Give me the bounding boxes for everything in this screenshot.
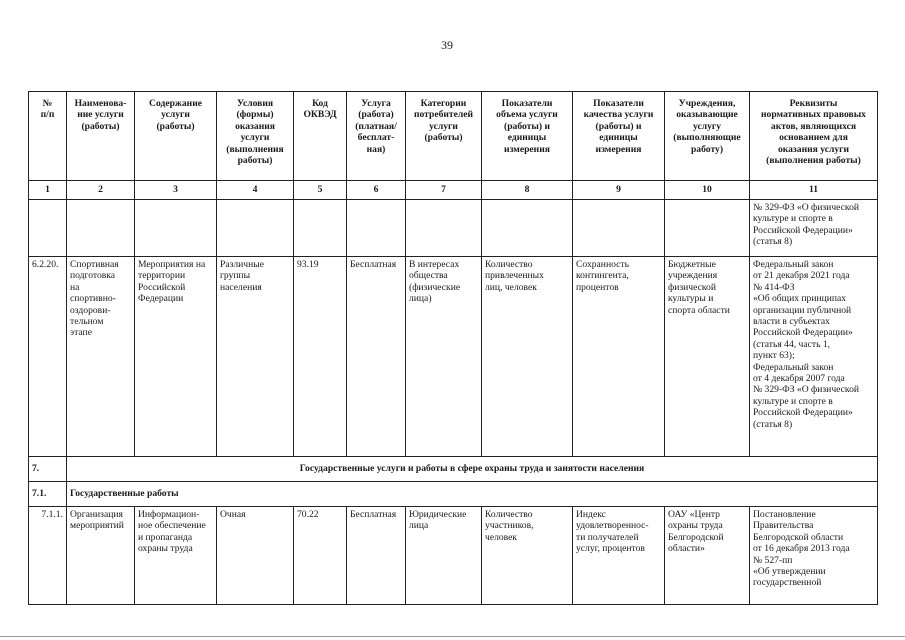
header-cell-8: Показатели объема услуги (работы) и единицы измерения xyxy=(482,92,573,181)
table-cell xyxy=(29,200,67,257)
service-name: Спортивная подготовка на спортивно- оздорови- тельном этапе xyxy=(67,257,135,457)
header-cell-10: Учреждения, оказывающие услугу (выполняющие работу) xyxy=(665,92,750,181)
header-cell-2: Наименова- ние услуги (работы) xyxy=(67,92,135,181)
okved-code: 70.22 xyxy=(294,507,347,605)
column-number: 9 xyxy=(573,181,665,200)
table-row-6-2-20 xyxy=(29,257,878,457)
column-number-row xyxy=(29,181,878,200)
header-cell-9: Показатели качества услуги (работы) и единицы измерения xyxy=(573,92,665,181)
consumer-category: В интересах общества (физические лица) xyxy=(406,257,482,457)
payment-type: Бесплатная xyxy=(347,507,406,605)
service-content: Мероприятия на территории Российской Федерации xyxy=(135,257,217,457)
service-name: Организация мероприятий xyxy=(67,507,135,605)
section-row-7-1 xyxy=(29,482,878,507)
header-cell-6: Услуга (работа) (платная/ бесплат- ная) xyxy=(347,92,406,181)
page-number: 39 xyxy=(441,38,453,52)
legal-basis: Федеральный закон от 21 декабря 2021 года № 414-ФЗ «Об общих принципах организации публичной власти в субъектах Российской Федерации» (статья 44, часть 1, пункт 63); Федеральный закон от 4 декабря 2007 года № 329-ФЗ «О физической культуре и спорте в Российской Федерации» (статья 8) xyxy=(750,257,878,457)
table-cell xyxy=(665,200,750,257)
table-cell xyxy=(347,200,406,257)
header-cell-4: Условия (формы) оказания услуги (выполнения работы) xyxy=(217,92,294,181)
header-cell-5: Код ОКВЭД xyxy=(294,92,347,181)
table-row-7-1-1 xyxy=(29,507,878,605)
table-cell xyxy=(67,200,135,257)
legal-basis: Постановление Правительства Белгородской области от 16 декабря 2013 года № 527-пп «Об утверждении государственной xyxy=(750,507,878,605)
table-cell xyxy=(217,200,294,257)
section-title: Государственные работы xyxy=(67,482,878,507)
volume-indicators: Количество участников, человек xyxy=(482,507,573,605)
column-number: 3 xyxy=(135,181,217,200)
column-number: 4 xyxy=(217,181,294,200)
header-row xyxy=(29,92,878,181)
column-number: 11 xyxy=(750,181,878,200)
column-number: 6 xyxy=(347,181,406,200)
column-number: 1 xyxy=(29,181,67,200)
service-conditions: Различные группы населения xyxy=(217,257,294,457)
services-registry-table xyxy=(28,91,878,605)
header-cell-11: Реквизиты нормативных правовых актов, являющихся основанием для оказания услуги (выполнения работы) xyxy=(750,92,878,181)
quality-indicators: Индекс удовлетвореннос- ти получателей услуг, процентов xyxy=(573,507,665,605)
column-number: 7 xyxy=(406,181,482,200)
column-number: 5 xyxy=(294,181,347,200)
table-row-continuation xyxy=(29,200,878,257)
column-number: 10 xyxy=(665,181,750,200)
row-number: 6.2.20. xyxy=(29,257,67,457)
header-cell-7: Категории потребителей услуги (работы) xyxy=(406,92,482,181)
section-number: 7. xyxy=(29,457,67,482)
service-conditions: Очная xyxy=(217,507,294,605)
section-row-7 xyxy=(29,457,878,482)
section-number: 7.1. xyxy=(29,482,67,507)
column-number: 2 xyxy=(67,181,135,200)
payment-type: Бесплатная xyxy=(347,257,406,457)
table-cell xyxy=(294,200,347,257)
row-number: 7.1.1. xyxy=(29,507,67,605)
providing-institutions: ОАУ «Центр охраны труда Белгородской области» xyxy=(665,507,750,605)
table-cell xyxy=(135,200,217,257)
header-cell-3: Содержание услуги (работы) xyxy=(135,92,217,181)
table-cell xyxy=(482,200,573,257)
quality-indicators: Сохранность контингента, процентов xyxy=(573,257,665,457)
providing-institutions: Бюджетные учреждения физической культуры и спорта области xyxy=(665,257,750,457)
table-cell-legal-basis: № 329-ФЗ «О физической культуре и спорте в Российской Федерации» (статья 8) xyxy=(750,200,878,257)
volume-indicators: Количество привлеченных лиц, человек xyxy=(482,257,573,457)
header-cell-1: № п/п xyxy=(29,92,67,181)
column-number: 8 xyxy=(482,181,573,200)
table-cell xyxy=(573,200,665,257)
service-content: Информацион- ное обеспечение и пропаганда охраны труда xyxy=(135,507,217,605)
page-bottom-edge xyxy=(0,636,905,637)
table-cell xyxy=(406,200,482,257)
section-title: Государственные услуги и работы в сфере охраны труда и занятости населения xyxy=(67,457,878,482)
okved-code: 93.19 xyxy=(294,257,347,457)
consumer-category: Юридические лица xyxy=(406,507,482,605)
